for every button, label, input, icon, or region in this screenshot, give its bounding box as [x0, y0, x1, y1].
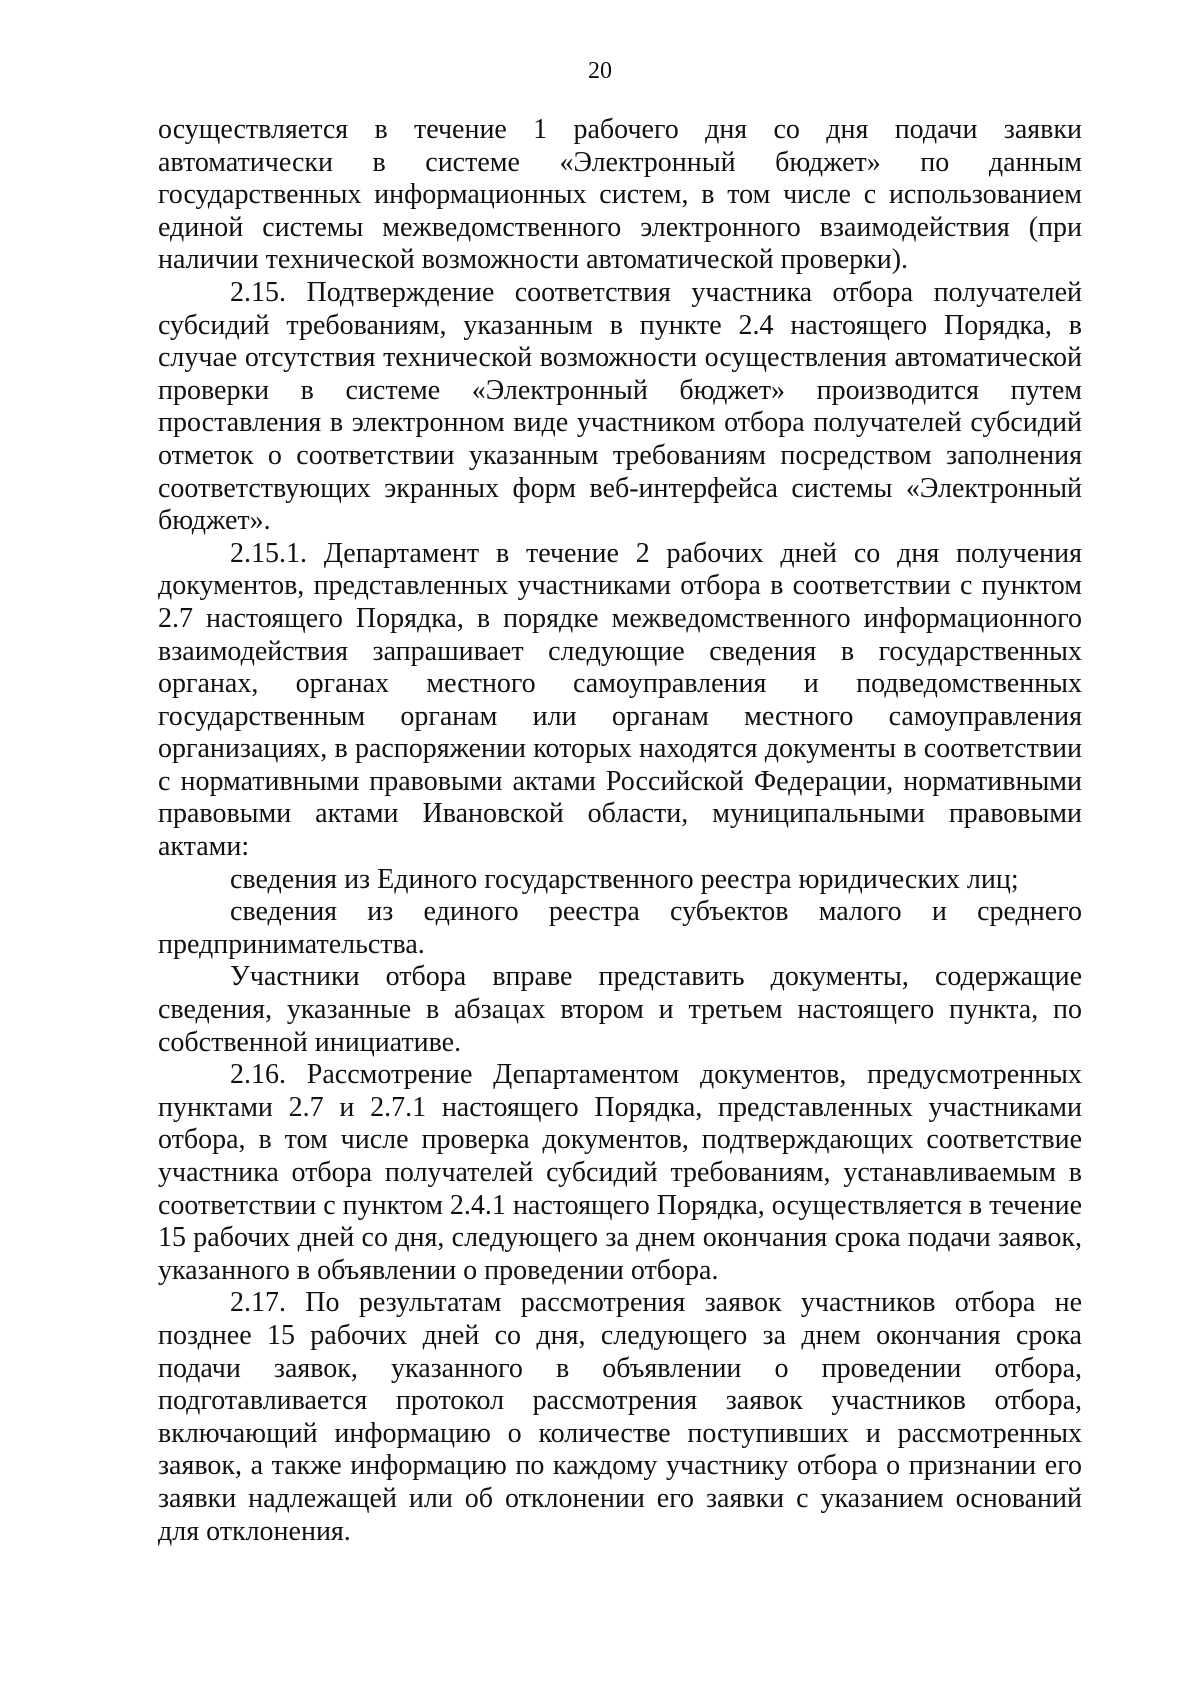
paragraph-egrul: сведения из Единого государственного реестра юридических лиц; [230, 863, 1019, 895]
paragraph-2-15: 2.15. Подтверждение соответствия участника отбора получателей субсидий требованиям, указанным в пункте 2.4 настоящего Порядка, в случае отсутствия технической возможности осуществления автоматической проверки в системе «Электронный бюджет» производится путем проставления в электронном виде участником отбора получателей субсидий отметок о соответствии указанным требованиям посредством заполнения соответствующих экранных форм веб-интерфейса системы «Электронный бюджет». [158, 276, 1082, 537]
body-text [158, 114, 1082, 1548]
paragraph-continuation: осуществляется в течение 1 рабочего дня со дня подачи заявки автоматически в системе «Электронный бюджет» по данным государственных информационных систем, в том числе с использованием единой системы межведомственного электронного взаимодействия (при наличии технической возможности автоматической проверки). [158, 114, 1082, 276]
page-number: 20 [588, 58, 612, 84]
paragraph-2-17: 2.17. По результатам рассмотрения заявок участников отбора не позднее 15 рабочих дней со дня, следующего за днем окончания срока подачи заявок, указанного в объявлении о проведении отбора, подготавливается протокол рассмотрения заявок участников отбора, включающий информацию о количестве поступивших и рассмотренных заявок, а также информацию по каждому участнику отбора о признании его заявки надлежащей или об отклонении его заявки с указанием оснований для отклонения. [158, 1287, 1082, 1547]
paragraph-2-15-1: 2.15.1. Департамент в течение 2 рабочих дней со дня получения документов, представленных участниками отбора в соответствии с пунктом 2.7 настоящего Порядка, в порядке межведомственного информационного взаимодействия запрашивает следующие сведения в государственных органах, органах местного самоуправления и подведомственных государственным органам или органам местного самоуправления организациях, в распоряжении которых находятся документы в соответствии с нормативными правовыми актами Российской Федерации, нормативными правовыми актами Ивановской области, муниципальными правовыми актами: [158, 537, 1082, 863]
paragraph-2-16: 2.16. Рассмотрение Департаментом документов, предусмотренных пунктами 2.7 и 2.7.1 настоящего Порядка, представленных участниками отбора, в том числе проверка документов, подтверждающих соответствие участника отбора получателей субсидий требованиям, устанавливаемым в соответствии с пунктом 2.4.1 настоящего Порядка, осуществляется в течение 15 рабочих дней со дня, следующего за днем окончания срока подачи заявок, указанного в объявлении о проведении отбора. [158, 1059, 1082, 1286]
paragraph-own-initiative: Участники отбора вправе представить документы, содержащие сведения, указанные в абзацах втором и третьем настоящего пункта, по собственной инициативе. [158, 961, 1082, 1058]
paragraph-msp-registry: сведения из единого реестра субъектов малого и среднего предпринимательства. [158, 896, 1082, 960]
